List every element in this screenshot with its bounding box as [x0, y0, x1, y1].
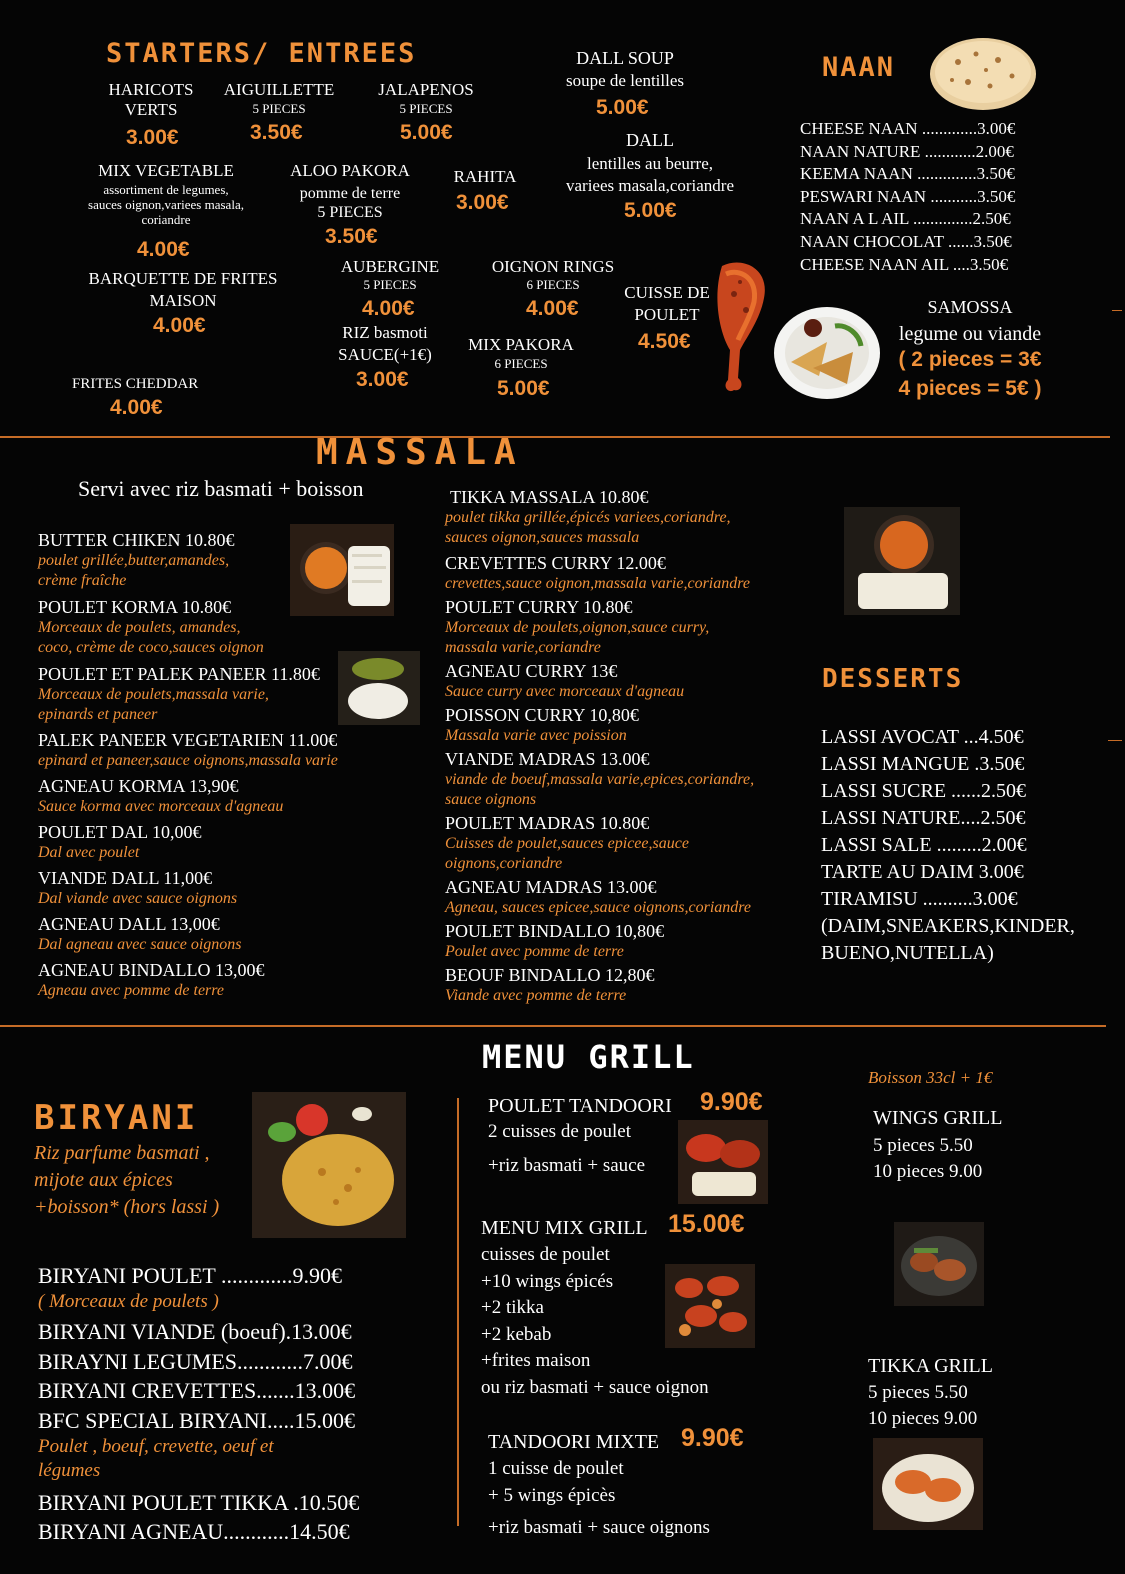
- dessert-item: BUENO,NUTELLA): [821, 942, 994, 964]
- tandoori-mixte-line: 1 cuisse de poulet: [488, 1458, 624, 1479]
- mixgrill-line: +10 wings épicés: [481, 1270, 614, 1292]
- naan-list: [800, 118, 1015, 276]
- mixgrill-photo: [665, 1264, 755, 1348]
- starter-riz-price: 3.00€: [356, 368, 409, 391]
- starter-rahita-name: RAHITA: [453, 167, 517, 186]
- mixgrill-line: +2 kebab: [481, 1323, 552, 1345]
- starter-oignon-price: 4.00€: [526, 297, 579, 320]
- starter-mixpakora-price: 5.00€: [497, 377, 550, 400]
- massala-item: PALEK PANEER VEGETARIEN 11.00€ epinard et paneer,sauce oignons,massala varie: [38, 730, 338, 769]
- dessert-item: LASSI NATURE....2.50€: [821, 807, 1026, 829]
- naan-item: CHEESE NAAN AIL ....3.50€: [800, 254, 1009, 274]
- starter-mixpakora-name: MIX PAKORA: [468, 335, 574, 354]
- dessert-item: LASSI MANGUE .3.50€: [821, 753, 1025, 775]
- dall-soup-price: 5.00€: [596, 96, 649, 119]
- samossa-name: SAMOSSA: [927, 297, 1013, 317]
- wings-grill-name: WINGS GRILL: [873, 1107, 1003, 1129]
- massala-item: AGNEAU CURRY 13€ Sauce curry avec morceaux d'agneau: [445, 661, 685, 700]
- tandoori-mixte-line: + 5 wings épicès: [488, 1484, 616, 1506]
- dall-sub: lentilles au beurre, variees masala,coriandre: [565, 154, 735, 195]
- starter-haricots-price: 3.00€: [126, 126, 179, 149]
- samossa-price-4: 4 pieces = 5€ ): [898, 377, 1042, 400]
- starter-frites-name: BARQUETTE DE FRITES MAISON: [88, 269, 278, 310]
- dessert-item: LASSI AVOCAT ...4.50€: [821, 726, 1024, 748]
- starter-riz-name: RIZ basmoti SAUCE(+1€): [338, 323, 432, 364]
- starter-aubergine-sub: 5 PIECES: [363, 277, 417, 292]
- wings-grill-line: 5 pieces 5.50: [873, 1135, 973, 1156]
- tandoori-mixte-line: +riz basmati + sauce oignons: [488, 1517, 710, 1539]
- starter-cuisse-price: 4.50€: [638, 330, 691, 353]
- desserts-list: [821, 724, 1075, 967]
- massala-item: TIKKA MASSALA 10.80€ poulet tikka grillée,épicés variees,coriandre, sauces oignon,sauces massala: [445, 487, 731, 546]
- starter-jalapenos-price: 5.00€: [400, 121, 453, 144]
- divider-top: [0, 436, 1110, 438]
- starter-aiguillette-sub: 5 PIECES: [252, 101, 306, 116]
- tikka-grill-line: 5 pieces 5.50: [868, 1382, 968, 1403]
- tandoori-name: POULET TANDOORI: [488, 1095, 672, 1117]
- dall-name: DALL: [626, 130, 674, 150]
- massala-item: BEOUF BINDALLO 12,80€ Viande avec pomme de terre: [445, 965, 655, 1004]
- butter-chicken-photo: [290, 524, 394, 616]
- massala-item: CREVETTES CURRY 12.00€ crevettes,sauce oignon,massala varie,coriandre: [445, 553, 750, 592]
- tandoori-line: 2 cuisses de poulet: [488, 1121, 632, 1142]
- massala-item: POULET DAL 10,00€ Dal avec poulet: [38, 822, 202, 861]
- biryani-item: BIRYANI AGNEAU............14.50€: [38, 1519, 350, 1544]
- mixgrill-name: MENU MIX GRILL: [481, 1217, 648, 1239]
- naan-item: PESWARI NAAN ...........3.50€: [800, 186, 1016, 206]
- dessert-item: (DAIM,SNEAKERS,KINDER,: [821, 915, 1075, 937]
- tikka-massala-photo: [844, 507, 960, 615]
- naan-item: NAAN CHOCOLAT ......3.50€: [800, 231, 1012, 251]
- grill-divider: [457, 1098, 459, 1526]
- starter-rahita-price: 3.00€: [456, 191, 509, 214]
- massala-item: AGNEAU BINDALLO 13,00€ Agneau avec pomme de terre: [38, 960, 265, 999]
- tandoori-mixte-price: 9.90€: [681, 1424, 744, 1452]
- divider-bottom: [0, 1025, 1106, 1027]
- massala-item: POULET BINDALLO 10,80€ Poulet avec pomme de terre: [445, 921, 665, 960]
- massala-item: POULET KORMA 10.80€ Morceaux de poulets, amandes, coco, crème de coco,sauces oignon: [38, 597, 264, 656]
- starter-cheddar-name: FRITES CHEDDAR: [72, 376, 199, 392]
- biryani-list: [38, 1262, 359, 1548]
- tandoori-photo: [678, 1120, 768, 1204]
- biryani-item: BIRYANI POULET TIKKA .10.50€: [38, 1489, 360, 1515]
- biryani-item: BIRYANI VIANDE (boeuf).13.00€: [38, 1319, 352, 1344]
- massala-item: BUTTER CHIKEN 10.80€ poulet grillée,butter,amandes, crème fraîche: [38, 530, 235, 589]
- tandoori-mixte-lines: [488, 1456, 710, 1542]
- tikka-grill-name: TIKKA GRILL: [868, 1355, 993, 1377]
- massala-item: POULET ET PALEK PANEER 11.80€ Morceaux de poulets,massala varie, epinards et paneer: [38, 664, 320, 723]
- massala-item: AGNEAU KORMA 13,90€ Sauce korma avec morceaux d'agneau: [38, 776, 284, 815]
- tikka-photo: [873, 1438, 983, 1530]
- massala-item: VIANDE MADRAS 13.00€ viande de boeuf,massala varie,epices,coriandre, sauce oignons: [445, 749, 755, 808]
- massala-item: AGNEAU DALL 13,00€ Dal agneau avec sauce oignons: [38, 914, 242, 953]
- wings-grill-line: 10 pieces 9.00: [873, 1161, 983, 1182]
- mixgrill-line: cuisses de poulet: [481, 1244, 610, 1265]
- dessert-item: TARTE AU DAIM 3.00€: [821, 861, 1024, 883]
- starter-aubergine-name: AUBERGINE: [340, 257, 440, 276]
- wings-photo: [894, 1222, 984, 1306]
- massala-item: POULET MADRAS 10.80€ Cuisses de poulet,sauces epicee,sauce oignons,coriandre: [445, 813, 689, 872]
- starter-mixveg-price: 4.00€: [137, 238, 190, 261]
- starter-haricots-name: HARICOTS VERTS: [108, 80, 194, 119]
- dessert-item: LASSI SALE .........2.00€: [821, 834, 1027, 856]
- biryani-item: BIRAYNI LEGUMES............7.00€: [38, 1348, 353, 1374]
- biryani-title: BIRYANI: [34, 1098, 199, 1138]
- massala-item: AGNEAU MADRAS 13.00€ Agneau, sauces epicee,sauce oignons,coriandre: [445, 877, 751, 916]
- mixgrill-price: 15.00€: [668, 1210, 745, 1238]
- palek-paneer-photo: [338, 651, 420, 725]
- starter-mixveg-sub: assortiment de legumes, sauces oignon,variees masala, coriandre: [88, 182, 244, 227]
- tandoori-line: +riz basmati + sauce: [488, 1155, 646, 1176]
- starter-aiguillette-name: AIGUILLETTE: [223, 80, 335, 99]
- starter-jalapenos-sub: 5 PIECES: [399, 101, 453, 116]
- naan-item: CHEESE NAAN .............3.00€: [800, 119, 1016, 138]
- tandoori-mixte-name: TANDOORI MIXTE: [488, 1431, 660, 1453]
- samossa-plate-image: [773, 306, 881, 400]
- dall-price: 5.00€: [624, 199, 677, 222]
- starter-cuisse-name: CUISSE DE POULET: [624, 283, 710, 324]
- biryani-item: BIRYANI POULET .............9.90€ ( Morceaux de poulets ): [38, 1263, 342, 1312]
- mixgrill-line: ou riz basmati + sauce oignon: [481, 1376, 709, 1398]
- massala-item: POULET CURRY 10.80€ Morceaux de poulets,oignon,sauce curry, massala varie,coriandre: [445, 597, 710, 656]
- starter-aiguillette-price: 3.50€: [250, 121, 303, 144]
- biryani-photo: [252, 1092, 406, 1238]
- desserts-title: DESSERTS: [822, 664, 964, 694]
- starter-cheddar-price: 4.00€: [110, 396, 163, 419]
- starter-mixpakora-sub: 6 PIECES: [494, 356, 548, 371]
- dessert-item: TIRAMISU ..........3.00€: [821, 888, 1018, 910]
- starter-oignon-sub: 6 PIECES: [526, 277, 580, 292]
- dall-soup-sub: soupe de lentilles: [565, 71, 685, 90]
- starter-aloo-name: ALOO PAKORA: [290, 161, 410, 180]
- massala-title: MASSALA: [316, 432, 524, 473]
- tikka-grill-line: 10 pieces 9.00: [868, 1408, 978, 1429]
- dessert-item: LASSI SUCRE ......2.50€: [821, 780, 1027, 802]
- samossa-sub: legume ou viande: [898, 323, 1042, 345]
- massala-subtitle: Servi avec riz basmati + boisson: [78, 476, 364, 501]
- starter-mixveg-name: MIX VEGETABLE: [98, 161, 234, 180]
- biryani-item: BFC SPECIAL BIRYANI.....15.00€ Poulet , boeuf, crevette, oeuf et légumes: [38, 1407, 356, 1481]
- edge-tick-1: [1112, 310, 1122, 311]
- starter-aubergine-price: 4.00€: [362, 297, 415, 320]
- mixgrill-line: +2 tikka: [481, 1297, 544, 1319]
- naan-item: NAAN NATURE ............2.00€: [800, 141, 1014, 161]
- starter-frites-price: 4.00€: [153, 314, 206, 337]
- massala-item: VIANDE DALL 11,00€ Dal viande avec sauce oignons: [38, 868, 238, 907]
- edge-tick-2: [1108, 740, 1122, 741]
- naan-item: NAAN A L AIL ..............2.50€: [800, 209, 1011, 229]
- starter-aloo-price: 3.50€: [325, 225, 378, 248]
- starter-oignon-name: OIGNON RINGS: [491, 257, 615, 276]
- starters-title: STARTERS/ ENTREES: [106, 38, 417, 69]
- massala-item: POISSON CURRY 10,80€ Massala varie avec poission: [445, 705, 639, 744]
- biryani-item: BIRYANI CREVETTES.......13.00€: [38, 1378, 356, 1403]
- dall-soup-name: DALL SOUP: [576, 48, 674, 68]
- mixgrill-line: +frites maison: [481, 1350, 591, 1372]
- naan-bread-image: [928, 32, 1038, 112]
- chicken-leg-image: [712, 258, 774, 394]
- grill-title: MENU GRILL: [482, 1038, 695, 1076]
- naan-item: KEEMA NAAN ..............3.50€: [800, 164, 1015, 184]
- starter-aloo-sub: pomme de terre 5 PIECES: [299, 185, 401, 221]
- samossa-price-2: ( 2 pieces = 3€: [898, 348, 1042, 371]
- starter-jalapenos-name: JALAPENOS: [378, 80, 474, 99]
- massala-right-list: [445, 486, 754, 1008]
- biryani-desc: Riz parfume basmati , mijote aux épices +boisson* (hors lassi ): [34, 1142, 220, 1218]
- tandoori-price: 9.90€: [700, 1088, 763, 1116]
- naan-title: NAAN: [822, 52, 896, 83]
- boisson-note: Boisson 33cl + 1€: [868, 1068, 993, 1087]
